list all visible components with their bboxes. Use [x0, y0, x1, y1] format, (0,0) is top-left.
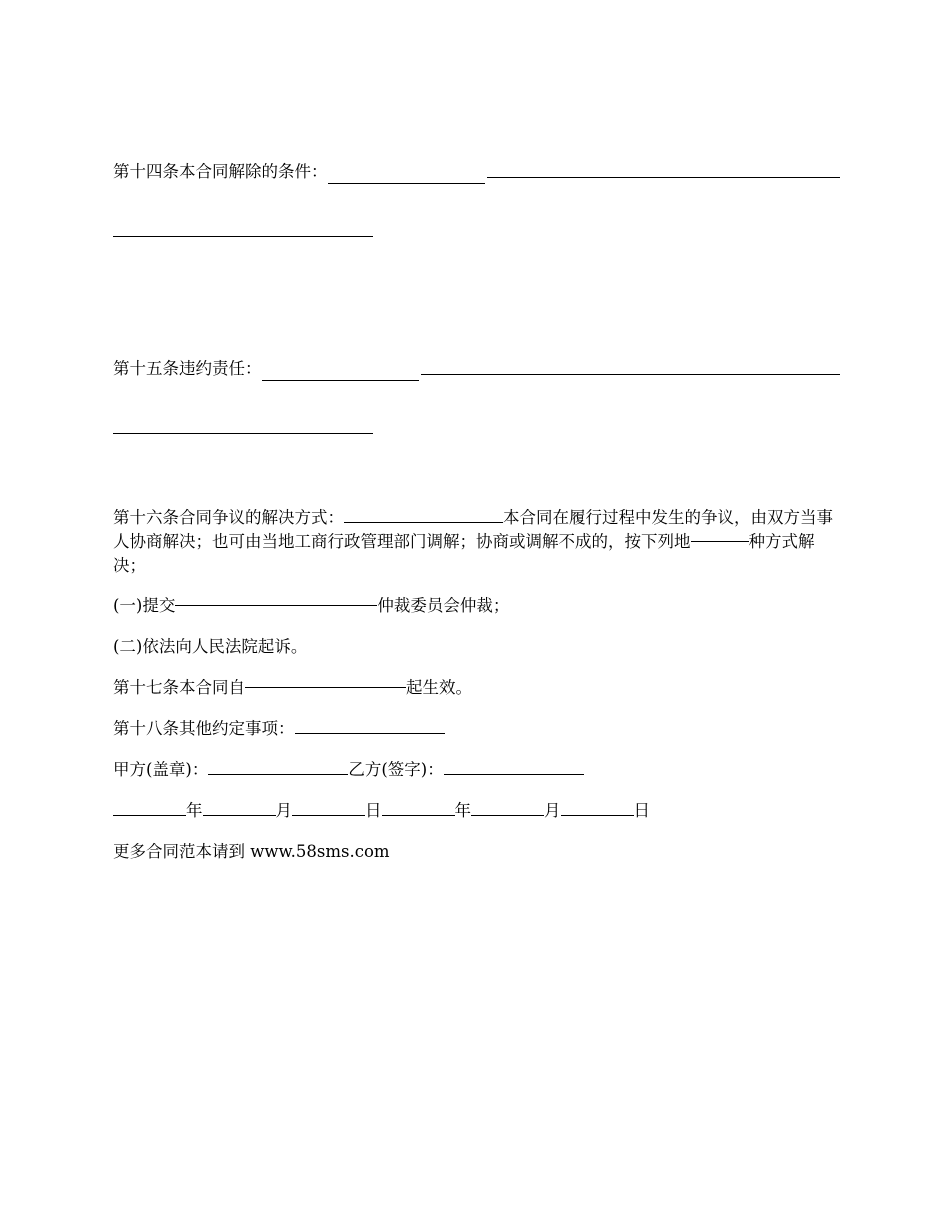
year-b-blank[interactable]	[382, 799, 455, 816]
footer-text: 更多合同范本请到 www.58sms.com	[113, 842, 390, 861]
footer-note	[113, 840, 840, 864]
year-b-label: 年	[454, 801, 471, 820]
clause-17-prefix: 第十七条本合同自	[113, 678, 245, 697]
month-a-blank[interactable]	[203, 799, 276, 816]
clause-15	[113, 309, 840, 482]
clause-15-rule-2	[113, 433, 373, 434]
month-b-label: 月	[544, 801, 561, 820]
clause-14-text: 第十四条本合同解除的条件：	[113, 162, 328, 181]
clause-18	[113, 717, 840, 741]
clause-15-rule	[421, 374, 841, 375]
clause-16	[113, 506, 840, 578]
item-1-suffix: 仲裁委员会仲裁；	[377, 596, 510, 615]
party-b-blank[interactable]	[444, 758, 584, 775]
month-b-blank[interactable]	[471, 799, 544, 816]
clause-17-suffix: 起生效。	[406, 678, 472, 697]
party-b-label: 乙方(签字)：	[348, 760, 444, 779]
day-b-label: 日	[633, 801, 650, 820]
clause-18-text: 第十八条其他约定事项：	[113, 719, 295, 738]
party-a-blank[interactable]	[208, 758, 348, 775]
clause-14	[113, 112, 840, 285]
date-line	[113, 799, 840, 823]
clause-15-text: 第十五条违约责任：	[113, 359, 262, 378]
clause-14-blank[interactable]	[328, 167, 485, 184]
clause-16-text-b: 本合同在履行过程中发生的争议，由双方当事人协商解决；也可由当地工商行政管理部门调解；协商或调解不成的，按下列地	[113, 508, 833, 551]
item-1-dash[interactable]	[175, 605, 377, 606]
item-2	[113, 635, 840, 659]
item-1	[113, 594, 840, 618]
day-a-blank[interactable]	[292, 799, 365, 816]
clause-18-blank[interactable]	[295, 717, 445, 734]
year-a-label: 年	[186, 801, 203, 820]
clause-16-text-a: 第十六条合同争议的解决方式：	[113, 508, 344, 527]
clause-16-blank[interactable]	[344, 506, 503, 523]
clause-16-dash[interactable]	[691, 541, 749, 542]
item-1-prefix: (一)提交	[113, 596, 176, 615]
day-a-label: 日	[365, 801, 382, 820]
party-a-label: 甲方(盖章)：	[113, 760, 209, 779]
clause-14-rule-2	[113, 236, 373, 237]
year-a-blank[interactable]	[113, 799, 186, 816]
contract-page	[113, 112, 840, 881]
signature-line	[113, 758, 840, 782]
clause-14-rule	[487, 177, 841, 178]
item-2-text: (二)依法向人民法院起诉。	[113, 637, 308, 656]
clause-17-dash[interactable]	[245, 687, 406, 688]
month-a-label: 月	[275, 801, 292, 820]
day-b-blank[interactable]	[561, 799, 634, 816]
clause-15-blank[interactable]	[262, 364, 419, 381]
clause-16-text-c: 种方式解决；	[113, 532, 815, 575]
clause-17	[113, 676, 840, 700]
